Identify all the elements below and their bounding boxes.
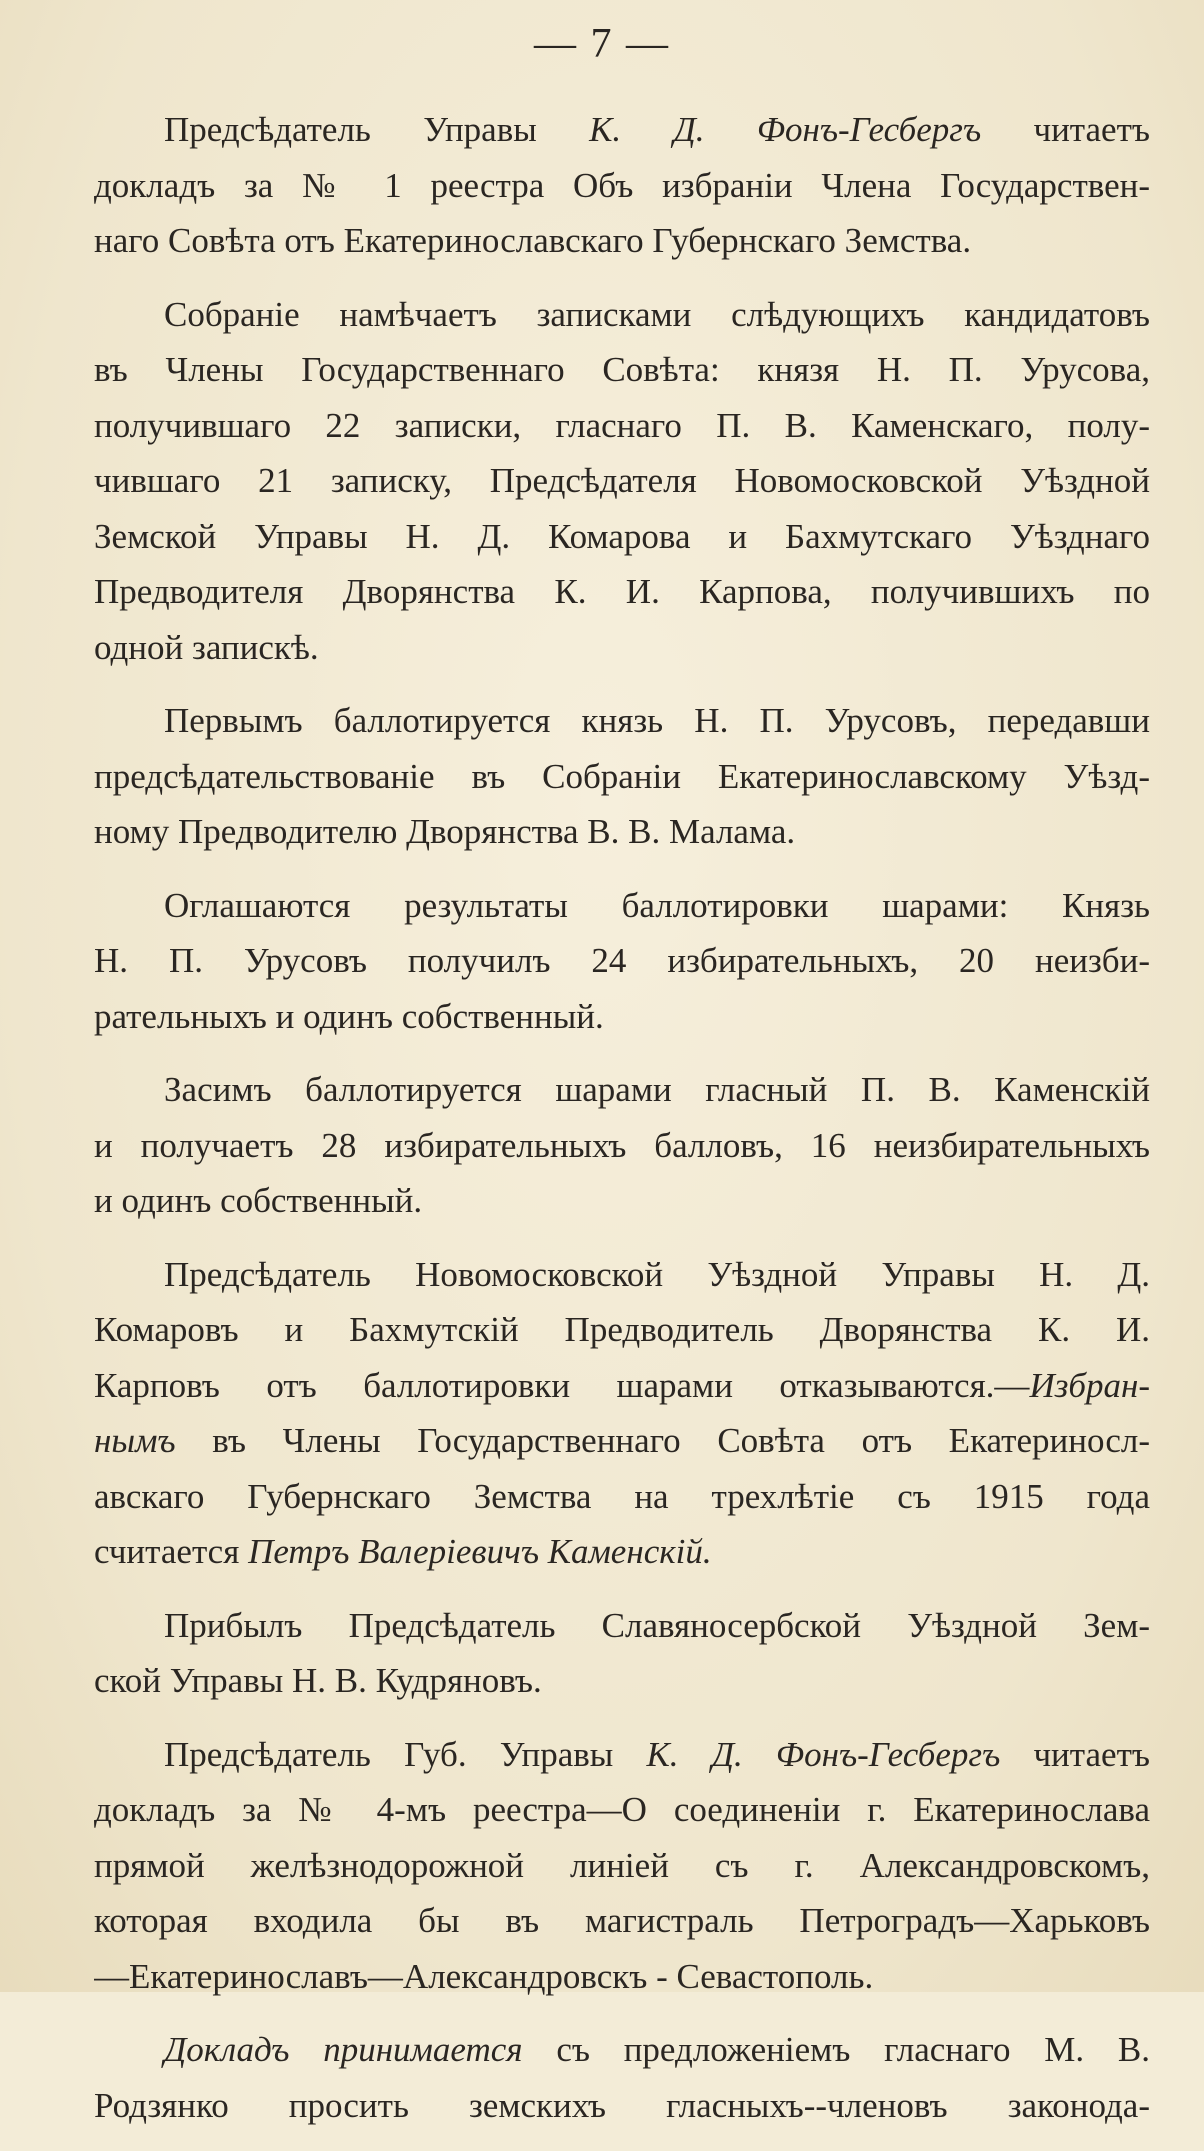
text-segment: Карповъ отъ баллотировки шарами отказываются.— bbox=[94, 1365, 1030, 1405]
text-segment: и получаетъ 28 избирательныхъ балловъ, 16 неизбирательныхъ bbox=[94, 1125, 1150, 1165]
text-line bbox=[94, 398, 1150, 454]
text-line bbox=[94, 804, 1150, 860]
text-line bbox=[94, 564, 1150, 620]
text-segment: читаетъ bbox=[981, 110, 1150, 149]
text-segment: читаетъ bbox=[1000, 1734, 1150, 1774]
text-segment: Оглашаются результаты баллотировки шарами: Князь bbox=[164, 885, 1150, 925]
text-line bbox=[94, 213, 1150, 269]
text-line bbox=[94, 1782, 1150, 1838]
text-line bbox=[94, 933, 1150, 989]
paragraph bbox=[94, 1727, 1150, 2005]
text-segment: Родзянко просить земскихъ гласныхъ--членовъ законода- bbox=[94, 2085, 1150, 2125]
text-segment: Н. П. Урусовъ получилъ 24 избирательныхъ, 20 неизби- bbox=[94, 941, 1150, 980]
text-line bbox=[94, 693, 1150, 749]
text-segment: —Екатеринославъ—Александровскъ - Севастополь. bbox=[94, 1956, 874, 1996]
paragraph bbox=[94, 1598, 1150, 1709]
text-line bbox=[94, 1302, 1150, 1358]
text-segment: Собраніе намѣчаетъ записками слѣдующихъ кандидатовъ bbox=[164, 294, 1150, 334]
text-segment: наго Совѣта отъ Екатеринославскаго Губернскаго Земства. bbox=[94, 221, 972, 260]
text-segment: авскаго Губернскаго Земства на трехлѣтіе съ 1915 года bbox=[94, 1476, 1150, 1516]
text-segment: Комаровъ и Бахмутскій Предводитель Дворянства К. И. bbox=[94, 1310, 1150, 1349]
text-line bbox=[94, 1118, 1150, 1174]
text-line bbox=[94, 509, 1150, 565]
text-segment: которая входила бы въ магистраль Петроградъ—Харьковъ bbox=[94, 1901, 1150, 1940]
text-segment: съ предложеніемъ гласнаго М. В. bbox=[522, 2030, 1150, 2069]
text-line bbox=[94, 989, 1150, 1045]
text-segment: Прибылъ Предсѣдатель Славяносербской Уѣздной Зем- bbox=[164, 1605, 1150, 1645]
text-line bbox=[94, 1838, 1150, 1894]
text-segment: и одинъ собственный. bbox=[94, 1181, 423, 1220]
text-line bbox=[94, 620, 1150, 676]
text-line bbox=[94, 1727, 1150, 1783]
text-segment: прямой желѣзнодорожной линіей съ г. Александровскомъ, bbox=[94, 1845, 1150, 1885]
text-segment: считается bbox=[94, 1532, 249, 1571]
text-segment: предсѣдательствованіе въ Собраніи Екатеринославскому Уѣзд- bbox=[94, 756, 1150, 796]
text-segment: одной запискѣ. bbox=[94, 627, 319, 667]
text-segment: докладъ за № 4-мъ реестра—О соединеніи г. Екатеринослава bbox=[94, 1790, 1150, 1829]
text-line bbox=[94, 1524, 1150, 1580]
text-segment: Первымъ баллотируется князь Н. П. Урусовъ, передавши bbox=[164, 701, 1150, 740]
text-segment: Засимъ баллотируется шарами гласный П. В. Каменскій bbox=[164, 1070, 1150, 1109]
italic-text: К. Д. Фонъ-Гесбергъ bbox=[646, 1734, 1001, 1774]
text-segment: Предсѣдатель Управы bbox=[164, 110, 590, 149]
text-line bbox=[94, 749, 1150, 805]
paragraph bbox=[94, 102, 1150, 269]
italic-text: К. Д. Фонъ-Гесбергъ bbox=[589, 110, 982, 149]
text-line bbox=[94, 2022, 1150, 2078]
text-line bbox=[94, 158, 1150, 214]
text-segment: получившаго 22 записки, гласнаго П. В. Каменскаго, полу- bbox=[94, 405, 1150, 445]
paragraph bbox=[94, 1062, 1150, 1229]
italic-text: Избран- bbox=[1029, 1365, 1150, 1405]
text-body bbox=[94, 102, 1150, 2151]
text-segment: въ Члены Государственнаго Совѣта: князя Н. П. Урусова, bbox=[94, 350, 1150, 389]
text-line bbox=[94, 102, 1150, 158]
text-line bbox=[94, 2078, 1150, 2134]
text-line bbox=[94, 1062, 1150, 1118]
text-line bbox=[94, 453, 1150, 509]
italic-text: Петръ Валеріевичъ Каменскій. bbox=[248, 1532, 712, 1571]
text-segment: чившаго 21 записку, Предсѣдателя Новомосковской Уѣздной bbox=[94, 461, 1150, 500]
text-line bbox=[94, 1949, 1150, 2005]
text-segment: Предсѣдатель Губ. Управы bbox=[164, 1734, 647, 1774]
text-segment: рательныхъ и одинъ собственный. bbox=[94, 996, 604, 1036]
paragraph bbox=[94, 1247, 1150, 1580]
text-segment: въ Члены Государственнаго Совѣта отъ Екатериносл- bbox=[175, 1421, 1150, 1460]
text-line bbox=[94, 1173, 1150, 1229]
text-line bbox=[94, 1413, 1150, 1469]
text-line bbox=[94, 878, 1150, 934]
paragraph bbox=[94, 287, 1150, 676]
text-segment: Предсѣдатель Новомосковской Уѣздной Управы Н. Д. bbox=[164, 1254, 1150, 1294]
page-number: — 7 — bbox=[534, 21, 670, 67]
text-line bbox=[94, 342, 1150, 398]
paragraph bbox=[94, 2022, 1150, 2133]
text-line bbox=[94, 1358, 1150, 1414]
text-segment: Земской Управы Н. Д. Комарова и Бахмутскаго Уѣзднаго bbox=[94, 516, 1150, 556]
text-segment: Предводителя Дворянства К. И. Карпова, получившихъ по bbox=[94, 572, 1150, 611]
text-line bbox=[94, 1893, 1150, 1949]
italic-text: нымъ bbox=[94, 1421, 176, 1460]
paragraph bbox=[94, 693, 1150, 860]
text-line bbox=[94, 1598, 1150, 1654]
text-line bbox=[94, 1653, 1150, 1709]
paragraph bbox=[94, 878, 1150, 1045]
text-line bbox=[94, 1247, 1150, 1303]
text-segment: докладъ за № 1 реестра Объ избраніи Члена Государствен- bbox=[94, 165, 1150, 205]
text-segment: ному Предводителю Дворянства В. В. Малама. bbox=[94, 812, 796, 851]
text-segment: ской Управы Н. В. Кудряновъ. bbox=[94, 1661, 542, 1700]
text-line bbox=[94, 287, 1150, 343]
italic-text: Докладъ принимается bbox=[164, 2030, 523, 2069]
text-line bbox=[94, 1469, 1150, 1525]
